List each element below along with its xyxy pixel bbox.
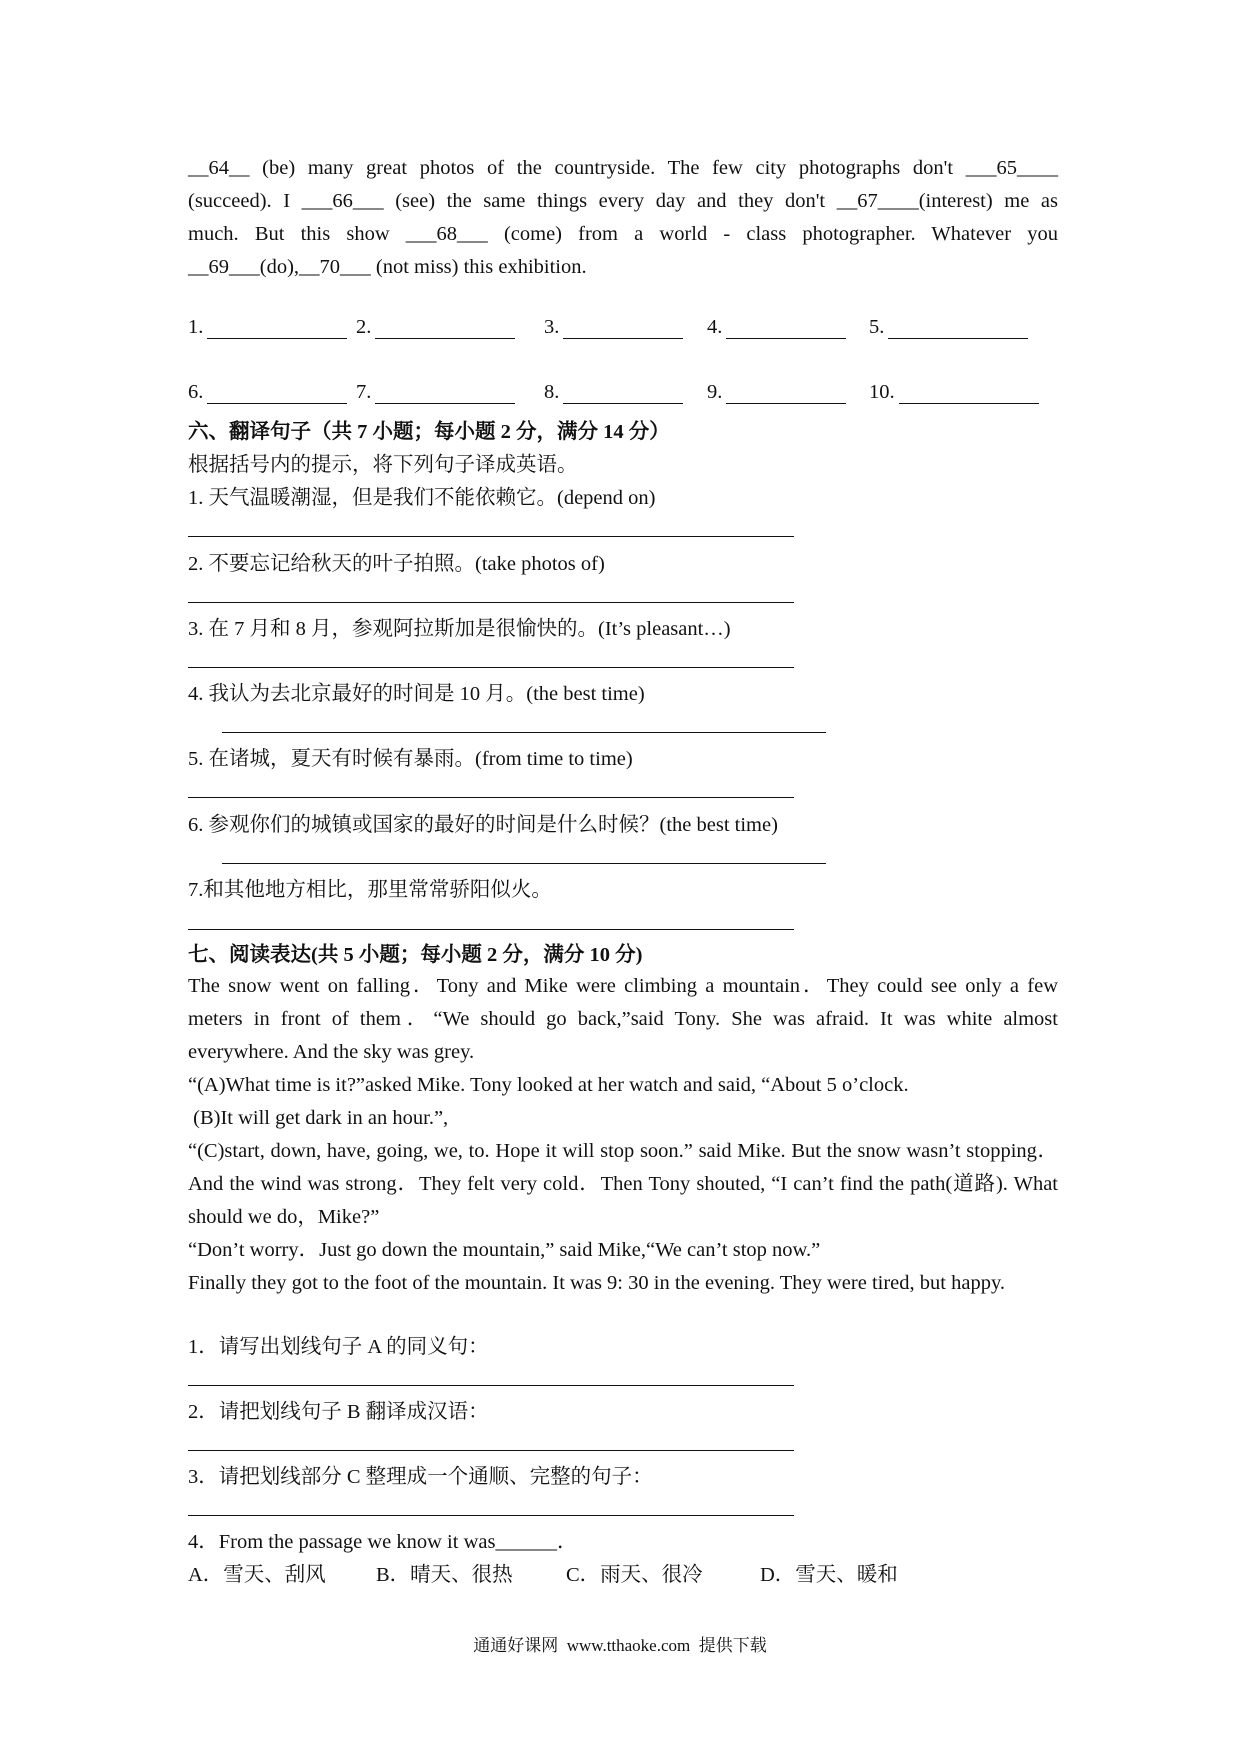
- section-7-heading: 七、阅读表达(共 5 小题；每小题 2 分，满分 10 分): [188, 944, 643, 966]
- answer-line[interactable]: [188, 536, 794, 537]
- passage-paragraph: The snow went on falling．Tony and Mike were climbing a mountain．They could see only a few meters in front of them．“We should go back,”said Tony. She was afraid. It was white almost everywhere. And the sky was grey.: [188, 975, 1058, 1063]
- answer-blank[interactable]: 4.: [707, 316, 869, 339]
- passage-paragraph: (B)It will get dark in an hour.”,: [188, 1107, 449, 1129]
- answer-line[interactable]: [188, 1450, 794, 1451]
- translation-item: 3. 在 7 月和 8 月，参观阿拉斯加是很愉快的。(It’s pleasant…): [188, 618, 731, 640]
- answer-blank[interactable]: 2.: [356, 316, 544, 339]
- answer-blank[interactable]: 7.: [356, 381, 544, 404]
- cloze-line: __64__ (be) many great photos of the countryside. The few city photographs don't ___65____: [188, 157, 1058, 179]
- option-b[interactable]: B．晴天、很热: [376, 1564, 513, 1586]
- section-6-heading: 六、翻译句子（共 7 小题；每小题 2 分，满分 14 分）: [188, 421, 670, 443]
- passage-paragraph: “(C)start, down, have, going, we, to. Hope it will stop soon.” said Mike. But the snow wasn’t stopping．And the wind was strong．They felt very cold．Then Tony shouted, “I can’t find the path(道路). What should we do，Mike?”: [188, 1140, 1058, 1228]
- reading-question: 2．请把划线句子 B 翻译成汉语：: [188, 1401, 489, 1423]
- cloze-line: __69___(do),__70___ (not miss) this exhibition.: [188, 256, 587, 278]
- reading-question: 4．From the passage we know it was______．: [188, 1531, 578, 1553]
- answer-line[interactable]: [188, 602, 794, 603]
- section-6-instruction: 根据括号内的提示，将下列句子译成英语。: [188, 454, 578, 476]
- translation-item: 4. 我认为去北京最好的时间是 10 月。(the best time): [188, 683, 645, 705]
- answer-blank[interactable]: 1.: [188, 316, 356, 339]
- option-d[interactable]: D．雪天、暖和: [760, 1564, 898, 1586]
- answer-blank[interactable]: 9.: [707, 381, 869, 404]
- passage-paragraph: “(A)What time is it?”asked Mike. Tony looked at her watch and said, “About 5 o’clock.: [188, 1074, 909, 1096]
- translation-item: 2. 不要忘记给秋天的叶子拍照。(take photos of): [188, 553, 605, 575]
- page-footer: 通通好课网 www.tthaoke.com 提供下载: [473, 1636, 767, 1655]
- answer-line[interactable]: [188, 1515, 794, 1516]
- answer-line[interactable]: [188, 667, 794, 668]
- cloze-line: (succeed). I ___66___ (see) the same things every day and they don't __67____(interest) me as: [188, 190, 1058, 212]
- answer-line[interactable]: [222, 732, 826, 733]
- answer-blank[interactable]: 3.: [544, 316, 707, 339]
- translation-item: 6. 参观你们的城镇或国家的最好的时间是什么时候？(the best time): [188, 814, 778, 836]
- answer-line[interactable]: [222, 863, 826, 864]
- option-a[interactable]: A．雪天、刮风: [188, 1564, 326, 1586]
- answer-blank[interactable]: 6.: [188, 381, 356, 404]
- reading-question: 3．请把划线部分 C 整理成一个通顺、完整的句子：: [188, 1466, 653, 1488]
- answer-row-1: [188, 316, 1068, 339]
- answer-line[interactable]: [188, 1385, 794, 1386]
- translation-item: 1. 天气温暖潮湿，但是我们不能依赖它。(depend on): [188, 487, 656, 509]
- reading-question: 1．请写出划线句子 A 的同义句：: [188, 1336, 489, 1358]
- answer-options: [188, 1557, 898, 1587]
- cloze-line: much. But this show ___68___ (come) from a world - class photographer. Whatever you: [188, 223, 1058, 245]
- answer-row-2: [188, 381, 1068, 404]
- passage-paragraph: Finally they got to the foot of the mountain. It was 9: 30 in the evening. They were tired, but happy.: [188, 1272, 1005, 1294]
- answer-blank[interactable]: 5.: [869, 316, 1039, 339]
- answer-line[interactable]: [188, 929, 794, 930]
- cloze-paragraph: [188, 152, 1058, 284]
- option-c[interactable]: C．雨天、很冷: [566, 1564, 703, 1586]
- translation-item: 7.和其他地方相比，那里常常骄阳似火。: [188, 879, 552, 901]
- passage-paragraph: “Don’t worry．Just go down the mountain,” said Mike,“We can’t stop now.”: [188, 1239, 821, 1261]
- reading-passage: [188, 970, 1058, 1300]
- answer-line[interactable]: [188, 797, 794, 798]
- answer-blank[interactable]: 10.: [869, 381, 1049, 404]
- translation-item: 5. 在诸城，夏天有时候有暴雨。(from time to time): [188, 748, 633, 770]
- answer-blank[interactable]: 8.: [544, 381, 707, 404]
